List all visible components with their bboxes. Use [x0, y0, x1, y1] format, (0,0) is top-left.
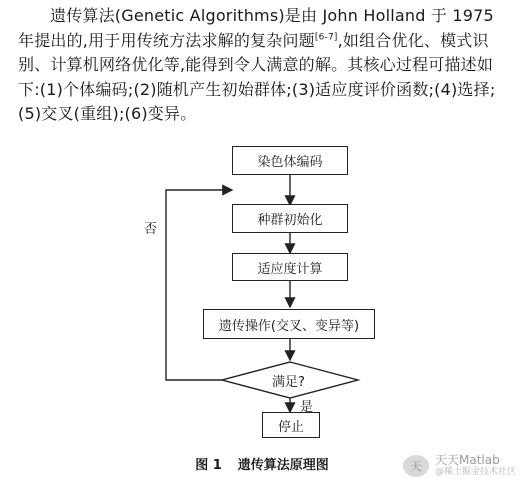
step-stop-label: 停止 — [277, 419, 304, 435]
arrow-feedback-no — [166, 190, 232, 380]
step-genetic-operators — [203, 309, 375, 339]
figure-title: 遗传算法原理图 — [237, 458, 329, 473]
step-stop — [262, 412, 320, 438]
step-population-init — [232, 204, 348, 233]
step-chromosome-encoding-label: 染色体编码 — [257, 155, 323, 170]
watermark-logo: 天 — [403, 455, 429, 477]
step-fitness-calc — [232, 253, 348, 281]
watermark-sub: @稀土掘金技术社区 — [434, 467, 516, 477]
step-chromosome-encoding — [232, 146, 348, 175]
step-fitness-calc-label: 适应度计算 — [257, 261, 323, 277]
intro-text: 遗传算法(Genetic Algorithms)是由 John Holland 于 1975 年提出的,用于用传统方法求解的复杂问题 — [18, 6, 494, 50]
citation-ref: [6-7] — [314, 32, 338, 43]
watermark-text — [435, 454, 516, 478]
watermark-main: 天天Matlab — [434, 453, 500, 467]
no-label: 否 — [144, 222, 158, 237]
intro-text-cont: ,如组合优化、模式识别、计算机网络优化等,能得到令人满意的解。其核心过程可描述如下:(1)个体编码;(2)随机产生初始群体;(3)适应度评价函数;(4)选择;(5)交叉(重组);(6)变异。 — [18, 30, 496, 123]
yes-label: 是 — [300, 400, 314, 415]
decision-label: 满足? — [272, 375, 305, 390]
figure-number: 图 1 — [195, 458, 222, 473]
step-genetic-operators-label: 遗传操作(交叉、变异等) — [218, 318, 360, 334]
watermark — [403, 454, 516, 478]
step-population-init-label: 种群初始化 — [257, 213, 323, 228]
